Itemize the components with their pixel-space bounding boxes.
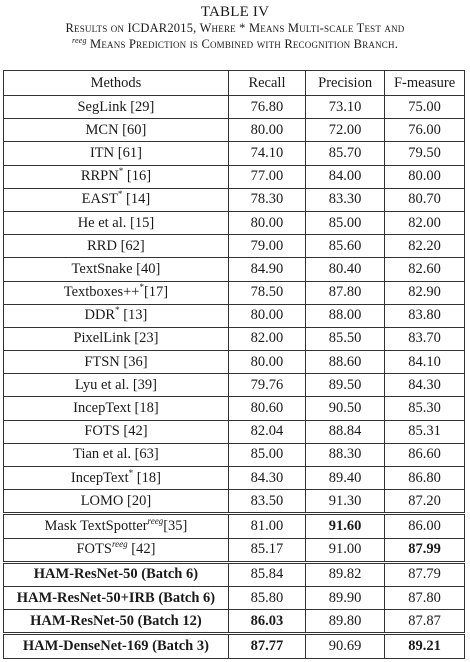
precision-cell: 89.40 <box>306 467 385 490</box>
table-row <box>4 165 465 188</box>
recall-cell: 83.50 <box>228 490 305 514</box>
method-sup: reeg <box>147 516 164 527</box>
precision-cell: 72.00 <box>306 119 385 142</box>
fmeasure-cell: 87.80 <box>385 586 465 609</box>
precision-cell: 83.30 <box>306 188 385 211</box>
precision-cell: 85.00 <box>306 211 385 234</box>
fmeasure-cell: 76.00 <box>385 119 465 142</box>
method-cell: Lyu et al. [39] <box>4 374 229 397</box>
method-cell: HAM-DenseNet-169 (Batch 3) <box>4 634 229 658</box>
recall-cell: 85.17 <box>228 538 305 562</box>
fmeasure-cell: 89.21 <box>385 634 465 658</box>
table-row <box>4 443 465 466</box>
method-cell <box>4 304 229 327</box>
caption-line-2-text: Means Prediction is Combined with Recognition Branch. <box>90 36 399 51</box>
method-cell: He et al. [15] <box>4 211 229 234</box>
recall-cell: 77.00 <box>228 165 305 188</box>
fmeasure-cell: 87.20 <box>385 490 465 514</box>
caption-line-2 <box>0 36 470 52</box>
header-methods: Methods <box>4 71 229 96</box>
table-row <box>4 397 465 420</box>
precision-cell: 88.30 <box>306 443 385 466</box>
method-cell <box>4 467 229 490</box>
method-cell: FOTS [42] <box>4 420 229 443</box>
table-row <box>4 119 465 142</box>
recall-cell: 82.04 <box>228 420 305 443</box>
fmeasure-cell: 80.00 <box>385 165 465 188</box>
recall-cell: 79.00 <box>228 235 305 258</box>
method-ref: [13] <box>119 307 148 324</box>
table-row <box>4 211 465 234</box>
method-ref: [14] <box>122 191 151 208</box>
caption-sup: reeg <box>71 35 87 45</box>
fmeasure-cell: 80.70 <box>385 188 465 211</box>
method-sup: * <box>128 467 134 478</box>
fmeasure-cell: 84.30 <box>385 374 465 397</box>
header-recall: Recall <box>228 71 305 96</box>
table-number: TABLE IV <box>200 4 270 20</box>
fmeasure-cell: 82.90 <box>385 281 465 304</box>
table-body <box>4 96 465 659</box>
method-sup: reeg <box>111 539 128 550</box>
precision-cell: 84.00 <box>306 165 385 188</box>
precision-cell: 90.50 <box>306 397 385 420</box>
table-row <box>4 538 465 562</box>
recall-cell: 79.76 <box>228 374 305 397</box>
method-name: Mask TextSpotter <box>44 517 148 534</box>
method-cell: IncepText [18] <box>4 397 229 420</box>
table-row <box>4 420 465 443</box>
precision-cell: 89.82 <box>306 562 385 586</box>
fmeasure-cell: 75.00 <box>385 96 465 119</box>
method-sup: * <box>115 305 120 316</box>
recall-cell: 87.77 <box>228 634 305 658</box>
table-caption <box>0 4 470 51</box>
precision-cell: 85.70 <box>306 142 385 165</box>
recall-cell: 86.03 <box>228 610 305 634</box>
method-cell <box>4 281 229 304</box>
table-row <box>4 562 465 586</box>
precision-cell: 88.60 <box>306 351 385 374</box>
fmeasure-cell: 86.60 <box>385 443 465 466</box>
table-row <box>4 96 465 119</box>
recall-cell: 78.50 <box>228 281 305 304</box>
table-row <box>4 327 465 350</box>
recall-cell: 85.84 <box>228 562 305 586</box>
table-row <box>4 235 465 258</box>
method-name: Textboxes++ <box>63 284 140 301</box>
fmeasure-cell: 82.60 <box>385 258 465 281</box>
method-cell: HAM-ResNet-50+IRB (Batch 6) <box>4 586 229 609</box>
table-row <box>4 351 465 374</box>
recall-cell: 80.00 <box>228 211 305 234</box>
method-ref: [42] <box>127 541 156 558</box>
method-name: RRPN <box>80 168 119 185</box>
method-cell: HAM-ResNet-50 (Batch 12) <box>4 610 229 634</box>
precision-cell: 85.50 <box>306 327 385 350</box>
method-sup: * <box>118 166 124 177</box>
recall-cell: 84.90 <box>228 258 305 281</box>
results-table <box>3 70 465 659</box>
table-row <box>4 490 465 514</box>
recall-cell: 76.80 <box>228 96 305 119</box>
method-sup: * <box>117 189 123 200</box>
precision-cell: 73.10 <box>306 96 385 119</box>
method-cell <box>4 188 229 211</box>
recall-cell: 85.00 <box>228 443 305 466</box>
fmeasure-cell: 82.20 <box>385 235 465 258</box>
precision-cell: 88.00 <box>306 304 385 327</box>
precision-cell: 89.90 <box>306 586 385 609</box>
precision-cell: 88.84 <box>306 420 385 443</box>
header-row <box>4 71 465 96</box>
method-name: DDR <box>84 307 116 324</box>
table-row <box>4 586 465 609</box>
method-cell: PixelLink [23] <box>4 327 229 350</box>
fmeasure-cell: 87.99 <box>385 538 465 562</box>
method-cell: MCN [60] <box>4 119 229 142</box>
table-row <box>4 610 465 634</box>
recall-cell: 78.30 <box>228 188 305 211</box>
fmeasure-cell: 87.79 <box>385 562 465 586</box>
fmeasure-cell: 83.70 <box>385 327 465 350</box>
fmeasure-cell: 82.00 <box>385 211 465 234</box>
precision-cell: 89.50 <box>306 374 385 397</box>
precision-cell: 80.40 <box>306 258 385 281</box>
table-row <box>4 281 465 304</box>
caption-line-1: Results on ICDAR2015, Where * Means Multi-scale Test and <box>65 21 405 36</box>
table-row <box>4 374 465 397</box>
method-cell: FTSN [36] <box>4 351 229 374</box>
precision-cell: 90.69 <box>306 634 385 658</box>
method-cell: ITN [61] <box>4 142 229 165</box>
method-cell: TextSnake [40] <box>4 258 229 281</box>
method-sup: * <box>139 282 144 293</box>
fmeasure-cell: 85.30 <box>385 397 465 420</box>
recall-cell: 80.60 <box>228 397 305 420</box>
method-cell: SegLink [29] <box>4 96 229 119</box>
table-row <box>4 304 465 327</box>
method-name: FOTS <box>76 541 112 558</box>
fmeasure-cell: 79.50 <box>385 142 465 165</box>
precision-cell: 89.80 <box>306 610 385 634</box>
fmeasure-cell: 86.00 <box>385 514 465 538</box>
fmeasure-cell: 86.80 <box>385 467 465 490</box>
table-row <box>4 142 465 165</box>
fmeasure-cell: 87.87 <box>385 610 465 634</box>
recall-cell: 81.00 <box>228 514 305 538</box>
precision-cell: 87.80 <box>306 281 385 304</box>
recall-cell: 84.30 <box>228 467 305 490</box>
table-row <box>4 467 465 490</box>
recall-cell: 74.10 <box>228 142 305 165</box>
method-cell <box>4 165 229 188</box>
fmeasure-cell: 85.31 <box>385 420 465 443</box>
recall-cell: 80.00 <box>228 119 305 142</box>
method-ref: [16] <box>123 168 152 185</box>
table-row <box>4 188 465 211</box>
method-cell: LOMO [20] <box>4 490 229 514</box>
method-cell <box>4 514 229 538</box>
method-cell: RRD [62] <box>4 235 229 258</box>
fmeasure-cell: 84.10 <box>385 351 465 374</box>
table-row <box>4 258 465 281</box>
recall-cell: 82.00 <box>228 327 305 350</box>
precision-cell: 91.00 <box>306 538 385 562</box>
recall-cell: 80.00 <box>228 351 305 374</box>
fmeasure-cell: 83.80 <box>385 304 465 327</box>
method-ref: [18] <box>133 469 161 486</box>
header-precision: Precision <box>306 71 385 96</box>
header-fmeasure: F-measure <box>385 71 465 96</box>
table-row <box>4 634 465 658</box>
precision-cell: 91.60 <box>306 514 385 538</box>
table-row <box>4 514 465 538</box>
method-name: EAST <box>81 191 118 208</box>
precision-cell: 85.60 <box>306 235 385 258</box>
method-cell: Tian et al. [63] <box>4 443 229 466</box>
method-cell <box>4 538 229 562</box>
method-ref: [17] <box>143 284 169 301</box>
method-name: IncepText <box>70 469 129 486</box>
precision-cell: 91.30 <box>306 490 385 514</box>
method-ref: [35] <box>163 517 188 534</box>
method-cell: HAM-ResNet-50 (Batch 6) <box>4 562 229 586</box>
recall-cell: 80.00 <box>228 304 305 327</box>
recall-cell: 85.80 <box>228 586 305 609</box>
